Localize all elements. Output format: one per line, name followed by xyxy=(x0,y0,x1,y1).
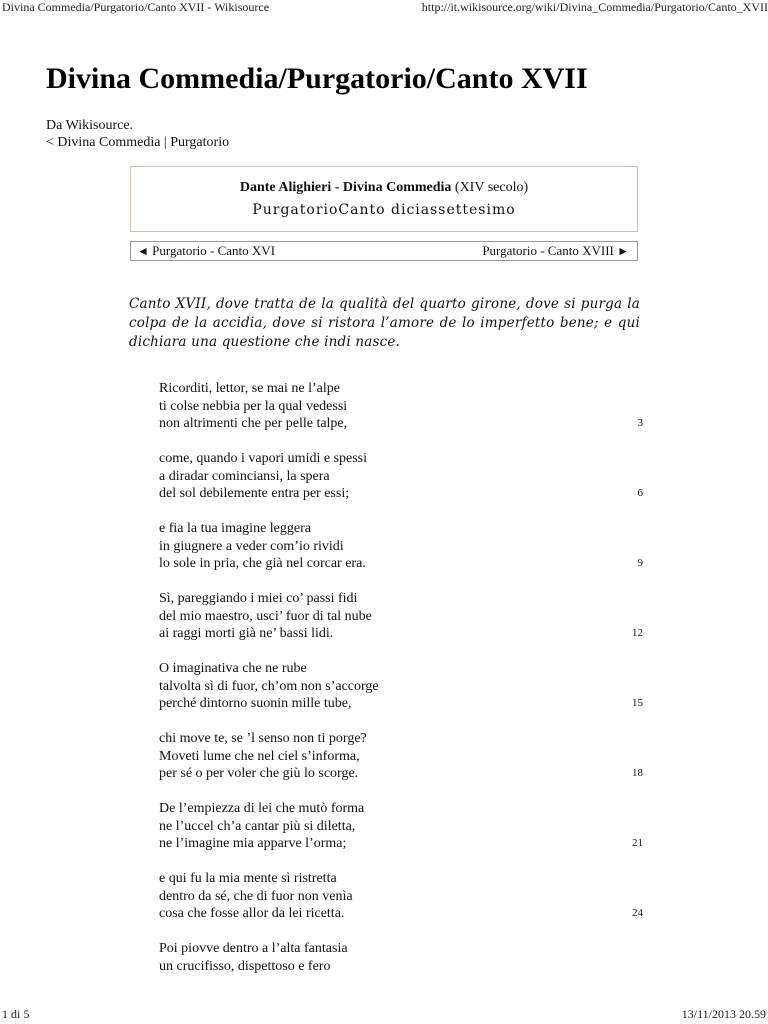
verse-line: e qui fu la mia mente sì ristretta xyxy=(159,871,337,886)
line-number: 9 xyxy=(637,557,643,569)
verse-line: ai raggi morti già ne’ bassi lidi. xyxy=(159,626,334,641)
line-number: 18 xyxy=(632,767,643,779)
print-header xyxy=(0,0,768,16)
tercet xyxy=(159,730,643,800)
verse-line: Moveti lume che nel ciel s’informa, xyxy=(159,748,360,764)
print-timestamp: 13/11/2013 20.59 xyxy=(681,1007,766,1021)
tercet xyxy=(159,800,643,870)
line-number: 12 xyxy=(632,627,643,639)
right-arrow-icon: ► xyxy=(617,244,629,258)
header-author-line xyxy=(131,180,637,196)
page-title: Divina Commedia/Purgatorio/Canto XVII xyxy=(46,62,588,95)
header-author-work[interactable]: Dante Alighieri - Divina Commedia xyxy=(239,180,452,195)
header-century: (XIV secolo) xyxy=(454,180,529,195)
canto-argument: Canto XVII, dove tratta de la qualità del quarto girone, dove si purga la colpa de la accidia, dove si ristora l’amore de lo imperfetto bene; e qui dichiara una questione che indi nasce. xyxy=(129,296,640,350)
verse-line: Sì, pareggiando i miei co’ passi fidi xyxy=(159,591,358,606)
print-header-url: http://it.wikisource.org/wiki/Divina_Commedia/Purgatorio/Canto_XVII xyxy=(421,0,768,14)
tercet xyxy=(159,940,643,1010)
line-number: 15 xyxy=(632,697,643,709)
verse-line: per sé o per voler che giù lo scorge. xyxy=(159,766,359,781)
page-counter: 1 di 5 xyxy=(2,1007,30,1021)
poem xyxy=(159,380,643,1010)
verse-line: ne l’imagine mia apparve l’orma; xyxy=(159,836,347,851)
verse-line: non altrimenti che per pelle talpe, xyxy=(159,416,348,431)
canto-navigation xyxy=(130,241,638,261)
prev-canto-label[interactable]: Purgatorio - Canto XVI xyxy=(152,243,276,258)
verse-line: un crucifisso, dispettoso e fero xyxy=(159,958,331,974)
tercet xyxy=(159,870,643,940)
verse-line: e fia la tua imagine leggera xyxy=(159,521,311,536)
line-number: 24 xyxy=(632,907,643,919)
prev-canto-link[interactable] xyxy=(137,243,275,259)
tercet xyxy=(159,520,643,590)
breadcrumb-link[interactable]: < Divina Commedia | Purgatorio xyxy=(46,135,230,150)
line-number: 6 xyxy=(637,487,643,499)
left-arrow-icon: ◄ xyxy=(137,244,149,258)
tercet xyxy=(159,660,643,730)
print-header-title: Divina Commedia/Purgatorio/Canto XVII - Wikisource xyxy=(2,0,270,14)
print-footer xyxy=(0,1006,768,1024)
verse-line: Ricorditi, lettor, se mai ne l’alpe xyxy=(159,381,340,396)
tercet xyxy=(159,380,643,450)
line-number: 3 xyxy=(637,417,643,429)
line-number: 21 xyxy=(632,837,643,849)
verse-line: ne l’uccel ch’a cantar più si diletta, xyxy=(159,818,356,834)
verse-line: Poi piovve dentro a l’alta fantasia xyxy=(159,941,348,956)
verse-line: lo sole in pria, che già nel corcar era. xyxy=(159,556,366,571)
verse-line: a diradar cominciansi, la spera xyxy=(159,468,330,484)
tercet xyxy=(159,590,643,660)
verse-line: del mio maestro, usci’ fuor di tal nube xyxy=(159,608,372,624)
verse-line: dentro da sé, che di fuor non venìa xyxy=(159,888,353,904)
verse-line: De l’empiezza di lei che mutò forma xyxy=(159,801,365,816)
verse-line: cosa che fosse allor da lei ricetta. xyxy=(159,906,345,921)
breadcrumb xyxy=(46,135,229,151)
verse-line: talvolta sì di fuor, ch’om non s’accorge xyxy=(159,678,379,694)
next-canto-link[interactable] xyxy=(482,243,629,259)
tercet xyxy=(159,450,643,520)
verse-line: del sol debilemente entra per essi; xyxy=(159,486,350,501)
verse-line: in giugnere a veder com’io rividi xyxy=(159,538,344,554)
verse-line: come, quando i vapori umidi e spessi xyxy=(159,451,368,466)
verse-line: chi move te, se ’l senso non ti porge? xyxy=(159,731,367,746)
verse-line: O imaginativa che ne rube xyxy=(159,661,307,676)
next-canto-label[interactable]: Purgatorio - Canto XVIII xyxy=(482,243,614,258)
site-sub: Da Wikisource. xyxy=(46,118,134,133)
header-box xyxy=(130,166,638,232)
verse-line: ti colse nebbia per la qual vedessi xyxy=(159,398,348,414)
verse-line: perché dintorno suonin mille tube, xyxy=(159,696,352,711)
header-subtitle: PurgatorioCanto diciassettesimo xyxy=(252,202,516,218)
